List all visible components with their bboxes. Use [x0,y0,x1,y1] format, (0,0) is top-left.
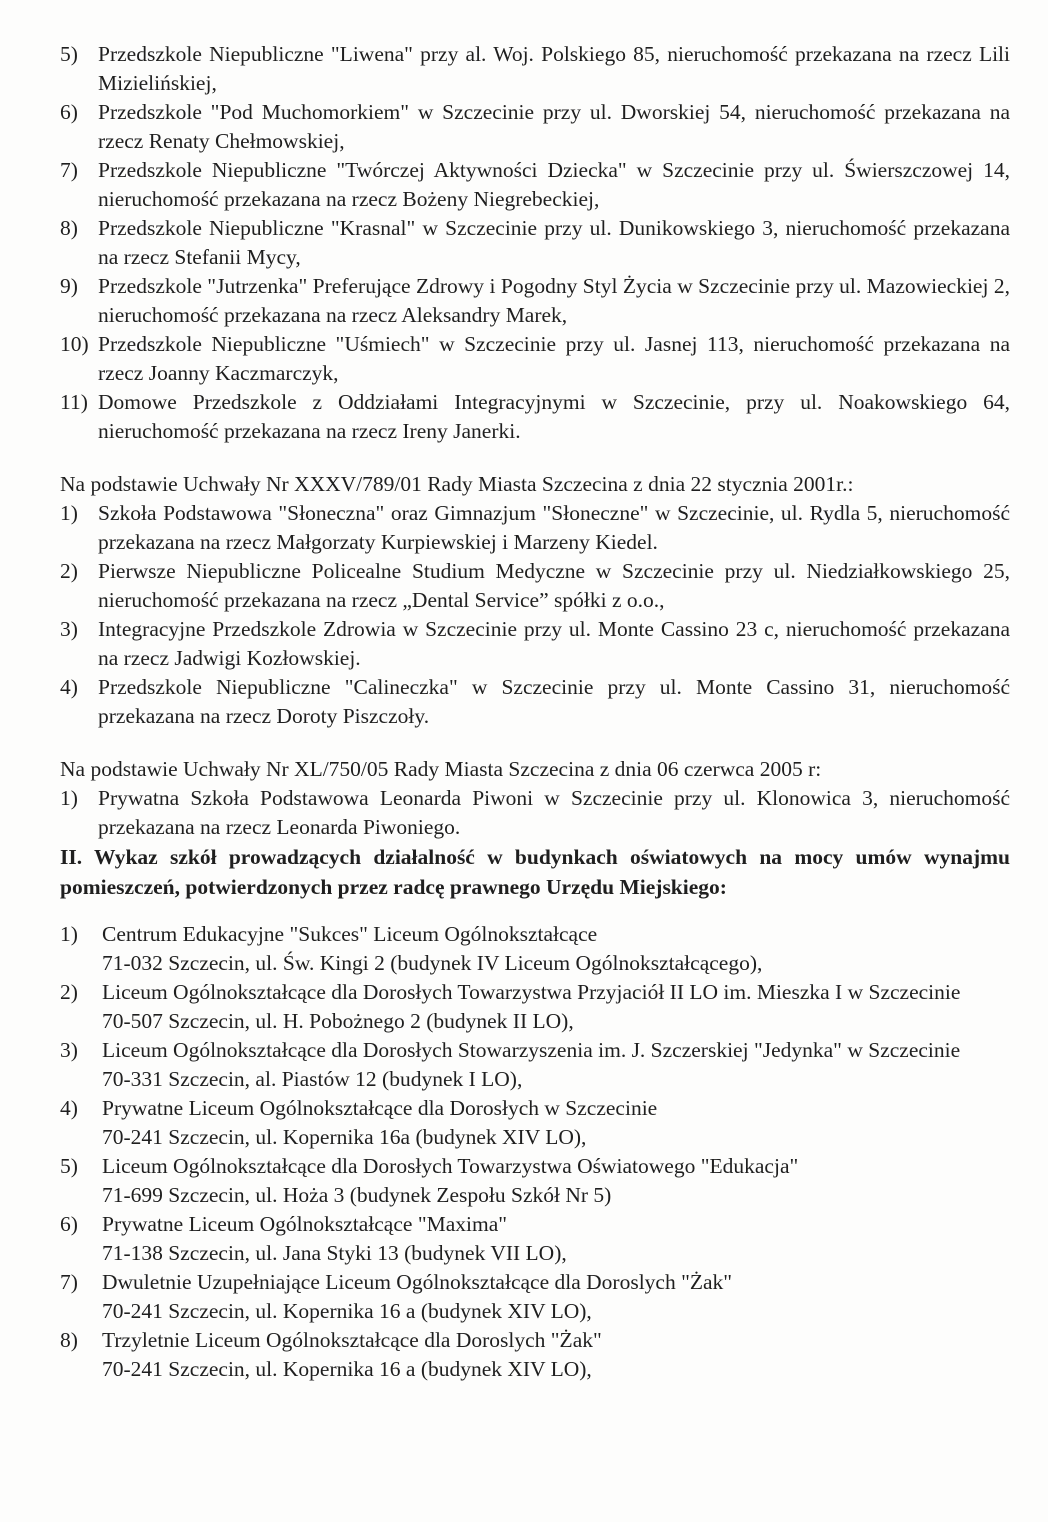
section-b [60,470,1010,731]
list-item [60,214,1010,272]
list-item [60,1210,1010,1268]
school-address: 70-507 Szczecin, ul. H. Pobożnego 2 (budynek II LO), [102,1009,574,1033]
item-number: 10) [60,332,89,356]
list-item [60,615,1010,673]
spacer [60,446,1010,470]
school-address: 71-138 Szczecin, ul. Jana Styki 13 (budynek VII LO), [102,1241,567,1265]
item-text: Przedszkole Niepubliczne "Krasnal" w Szczecinie przy ul. Dunikowskiego 3, nieruchomość przekazana na rzecz Stefanii Mycy, [98,216,1010,269]
school-name: Liceum Ogólnokształcące dla Dorosłych Towarzystwa Oświatowego "Edukacja" [102,1154,799,1178]
item-number: 7) [60,158,78,182]
item-number: 4) [60,675,78,699]
item-text: Prywatna Szkoła Podstawowa Leonarda Piwoni w Szczecinie przy ul. Klonowica 3, nieruchomość przekazana na rzecz Leonarda Piwoniego. [98,786,1010,839]
section-ii [60,842,1010,1384]
list-item [60,978,1010,1036]
item-number: 1) [60,786,78,810]
school-address: 70-241 Szczecin, ul. Kopernika 16a (budynek XIV LO), [102,1125,587,1149]
item-number: 6) [60,100,78,124]
item-number: 8) [60,1328,78,1352]
item-number: 11) [60,390,88,414]
list-item [60,1094,1010,1152]
spacer [60,731,1010,755]
item-number: 8) [60,216,78,240]
item-text: Przedszkole "Jutrzenka" Preferujące Zdrowy i Pogodny Styl Życia w Szczecinie przy ul. Mazowieckiej 2, nieruchomość przekazana na rzecz Aleksandry Marek, [98,274,1010,327]
resolution-intro: Na podstawie Uchwały Nr XL/750/05 Rady Miasta Szczecina z dnia 06 czerwca 2005 r: [60,757,822,781]
section-a-list [60,40,1010,446]
list-item [60,1326,1010,1384]
item-number: 6) [60,1212,78,1236]
item-number: 3) [60,617,78,641]
school-name: Centrum Edukacyjne "Sukces" Liceum Ogólnokształcące [102,922,598,946]
school-address: 71-699 Szczecin, ul. Hoża 3 (budynek Zespołu Szkół Nr 5) [102,1183,612,1207]
list-item [60,98,1010,156]
list-item [60,272,1010,330]
item-text: Przedszkole "Pod Muchomorkiem" w Szczecinie przy ul. Dworskiej 54, nieruchomość przekazana na rzecz Renaty Chełmowskiej, [98,100,1010,153]
school-name: Liceum Ogólnokształcące dla Dorosłych Towarzystwa Przyjaciół II LO im. Mieszka I w Szczecinie [102,980,961,1004]
item-number: 2) [60,559,78,583]
item-number: 5) [60,42,78,66]
school-address: 70-241 Szczecin, ul. Kopernika 16 a (budynek XIV LO), [102,1299,592,1323]
school-list [60,920,1010,1384]
list-item [60,920,1010,978]
item-number: 1) [60,922,78,946]
list-item [60,156,1010,214]
item-number: 3) [60,1038,78,1062]
item-number: 7) [60,1270,78,1294]
resolution-intro: Na podstawie Uchwały Nr XXXV/789/01 Rady Miasta Szczecina z dnia 22 stycznia 2001r.: [60,472,854,496]
item-text: Przedszkole Niepubliczne "Calineczka" w Szczecinie przy ul. Monte Cassino 31, nieruchomość przekazana na rzecz Doroty Piszczoły. [98,675,1010,728]
item-text: Szkoła Podstawowa "Słoneczna" oraz Gimnazjum "Słoneczne" w Szczecinie, ul. Rydla 5, nieruchomość przekazana na rzecz Małgorzaty Kurpiewskiej i Marzeny Kiedel. [98,501,1010,554]
item-text: Pierwsze Niepubliczne Policealne Studium Medyczne w Szczecinie przy ul. Niedziałkowskiego 25, nieruchomość przekazana na rzecz „Dental Service” spółki z o.o., [98,559,1010,612]
school-name: Trzyletnie Liceum Ogólnokształcące dla Doroslych "Żak" [102,1328,602,1352]
item-number: 1) [60,501,78,525]
spacer [60,902,1010,920]
list-item [60,557,1010,615]
document-body [60,40,1010,1384]
list-item [60,673,1010,731]
list-item [60,388,1010,446]
item-number: 9) [60,274,78,298]
school-address: 70-331 Szczecin, al. Piastów 12 (budynek I LO), [102,1067,523,1091]
item-text: Integracyjne Przedszkole Zdrowia w Szczecinie przy ul. Monte Cassino 23 c, nieruchomość przekazana na rzecz Jadwigi Kozłowskiej. [98,617,1010,670]
item-text: Przedszkole Niepubliczne "Twórczej Aktywności Dziecka" w Szczecinie przy ul. Świerszczowej 14, nieruchomość przekazana na rzecz Bożeny Niegrebeckiej, [98,158,1010,211]
list-item [60,1268,1010,1326]
school-name: Prywatne Liceum Ogólnokształcące "Maxima" [102,1212,508,1236]
section-heading: II. Wykaz szkół prowadzących działalność w budynkach oświatowych na mocy umów wynajmu pomieszczeń, potwierdzonych przez radcę prawnego Urzędu Miejskiego: [60,845,1010,899]
list-item [60,1036,1010,1094]
list-item [60,499,1010,557]
item-text: Domowe Przedszkole z Oddziałami Integracyjnymi w Szczecinie, przy ul. Noakowskiego 64, nieruchomość przekazana na rzecz Ireny Janerki. [98,390,1010,443]
school-name: Dwuletnie Uzupełniające Liceum Ogólnokształcące dla Doroslych "Żak" [102,1270,733,1294]
item-number: 5) [60,1154,78,1178]
list-item [60,40,1010,98]
school-address: 70-241 Szczecin, ul. Kopernika 16 a (budynek XIV LO), [102,1357,592,1381]
section-c [60,755,1010,842]
item-text: Przedszkole Niepubliczne "Liwena" przy al. Woj. Polskiego 85, nieruchomość przekazana na rzecz Lili Mizielińskiej, [98,42,1010,95]
item-text: Przedszkole Niepubliczne "Uśmiech" w Szczecinie przy ul. Jasnej 113, nieruchomość przekazana na rzecz Joanny Kaczmarczyk, [98,332,1010,385]
item-number: 2) [60,980,78,1004]
item-number: 4) [60,1096,78,1120]
list-item [60,784,1010,842]
list-item [60,330,1010,388]
school-name: Liceum Ogólnokształcące dla Dorosłych Stowarzyszenia im. J. Szczerskiej "Jedynka" w Szczecinie [102,1038,961,1062]
list-item [60,1152,1010,1210]
school-address: 71-032 Szczecin, ul. Św. Kingi 2 (budynek IV Liceum Ogólnokształcącego), [102,951,763,975]
school-name: Prywatne Liceum Ogólnokształcące dla Dorosłych w Szczecinie [102,1096,658,1120]
